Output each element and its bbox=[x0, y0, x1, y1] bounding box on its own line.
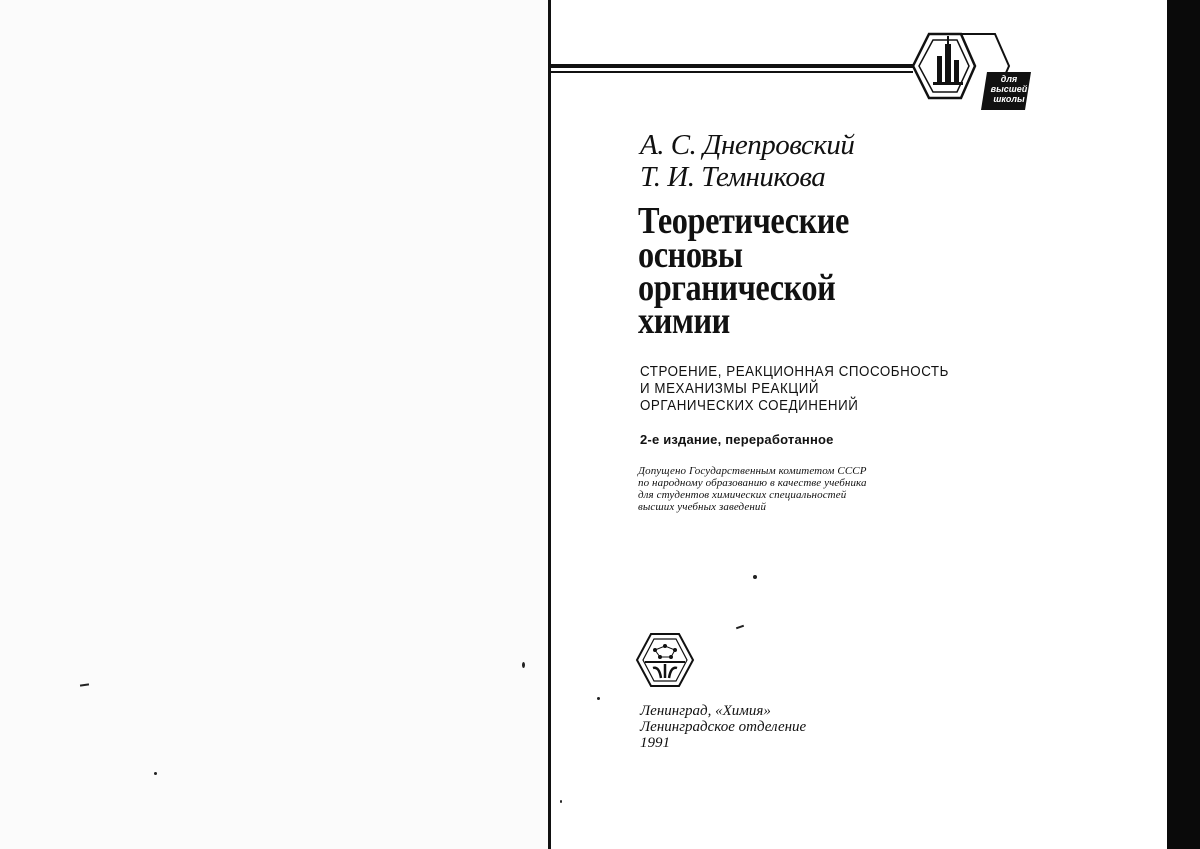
approval-line: Допущено Государственным комитетом СССР bbox=[638, 465, 867, 477]
author-name: Т. И. Темникова bbox=[640, 161, 826, 193]
subtitle-line: ОРГАНИЧЕСКИХ СОЕДИНЕНИЙ bbox=[640, 398, 859, 414]
scan-speck bbox=[597, 697, 600, 700]
book-title-line: Теоретические bbox=[638, 200, 849, 242]
top-rule bbox=[551, 64, 913, 68]
left-page bbox=[0, 0, 548, 849]
edition-note: 2-е издание, переработанное bbox=[640, 432, 834, 447]
series-emblem bbox=[905, 26, 1035, 110]
approval-line: по народному образованию в качестве учебника bbox=[638, 477, 867, 489]
imprint-line: Ленинград, «Химия» bbox=[640, 703, 771, 719]
publisher-emblem bbox=[635, 630, 695, 690]
book-title-line: основы bbox=[638, 234, 743, 276]
series-badge-line: высшей bbox=[990, 84, 1028, 94]
author-name: А. С. Днепровский bbox=[640, 129, 855, 161]
series-badge-line: школы bbox=[993, 94, 1025, 104]
scan-border bbox=[1167, 0, 1200, 849]
scan-speck bbox=[522, 662, 525, 668]
approval-line: для студентов химических специальностей bbox=[638, 489, 847, 501]
top-rule bbox=[551, 71, 913, 73]
subtitle-line: СТРОЕНИЕ, РЕАКЦИОННАЯ СПОСОБНОСТЬ bbox=[640, 364, 949, 380]
scan-speck bbox=[154, 772, 157, 775]
publisher-logo-icon bbox=[635, 630, 695, 690]
series-badge-text bbox=[987, 74, 1031, 104]
series-badge-line: для bbox=[1000, 74, 1018, 84]
imprint-line: Ленинградское отделение bbox=[640, 719, 807, 735]
subtitle-line: И МЕХАНИЗМЫ РЕАКЦИЙ bbox=[640, 381, 820, 397]
scan-speck bbox=[560, 800, 562, 803]
approval-line: высших учебных заведений bbox=[638, 501, 767, 513]
book-title-line: органической bbox=[638, 267, 836, 309]
imprint-year: 1991 bbox=[640, 735, 670, 751]
book-title-line: химии bbox=[638, 300, 730, 342]
scan-speck bbox=[753, 575, 757, 579]
